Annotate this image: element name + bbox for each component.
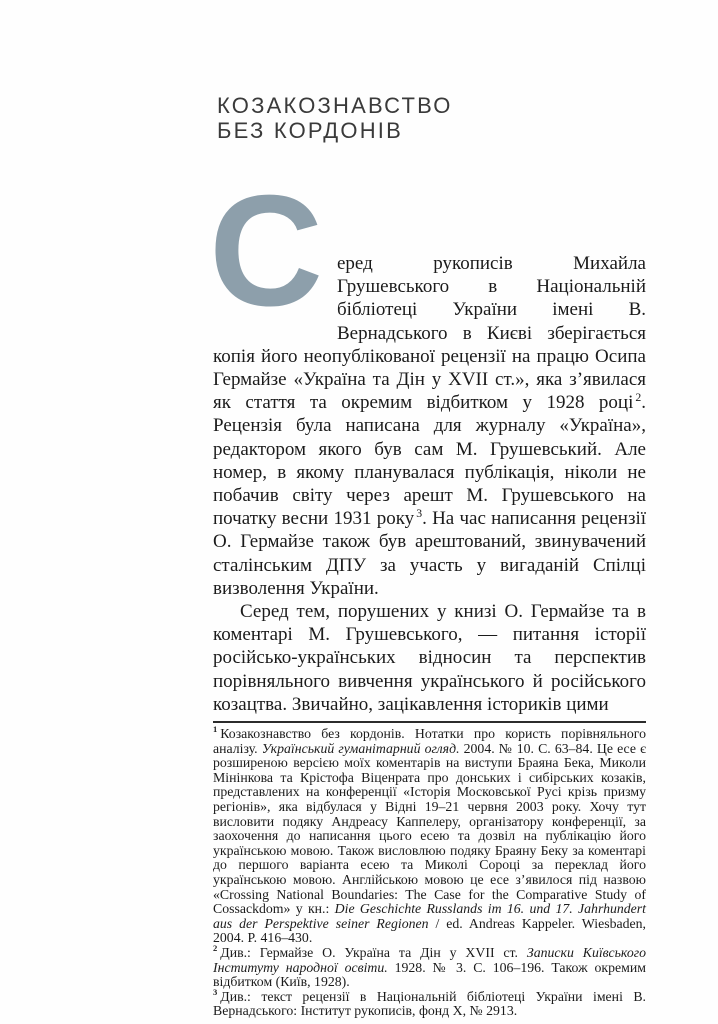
footnote-3-marker: 3 (213, 987, 218, 998)
paragraph-1 (209, 163, 647, 600)
footnote-2 (213, 943, 646, 990)
article-title (217, 93, 646, 143)
footnote-2-marker: 2 (213, 943, 218, 954)
footnote-1-marker: 1 (213, 724, 218, 735)
footnote-1 (213, 724, 646, 946)
drop-cap-letter: С (209, 163, 324, 339)
footnote-1-text: Козакознавство без кордонів. Нотатки про користь порівняльного аналізу. Український гуманітарний огляд. 2004. № 10. С. 63–84. Це есе є розширеною версією моїх коментарів на виступи Браяна Бека, Миколи Мінінкова та Крістофа Віценрата про донських і сибірських козаків, представлених на конференції «Історія Московської Русі крізь призму регіонів», яка відбулася у Відні 19–21 червня 2003 року. Хочу тут висловити подяку Андреасу Каппелеру, організатору конференції, за заохочення до написання цього есею та дозвіл на публікацію його українською мовою. Також висловлюю подяку Браяну Беку за коментарі до першого варіанта есею та Миколі Сороці за переклад його українською мовою. Англійською мовою це есе з’явилося під назвою «Crossing National Boundaries: The Case for the Comparative Study of Cossackdom» у кн.: Die Geschichte Russlands im 16. und 17. Jahrhundert aus der Perspektive seiner Regionen / ed. Andreas Kappeler. Wiesbaden, 2004. P. 416–430. (213, 726, 646, 946)
paragraph-2 (213, 600, 646, 716)
footnote-3-text: Див.: текст рецензії в Національній бібліотеці України імені В. Вернадського: Інститут рукописів, фонд X, № 2913. (213, 988, 646, 1019)
article-body (209, 163, 647, 716)
paragraph-2-text: Серед тем, порушених у книзі О. Гермайзе та в коментарі М. Грушевського, — питання історії російсько-українських відносин та перспектив порівняльного вивчення українського й російського козацтва. Звичайно, зацікавлення істориків цими (213, 601, 646, 715)
footnote-2-text: Див.: Гермайзе О. Україна та Дін у XVII ст. Записки Київського Інституту народної освіти. 1928. № 3. С. 106–196. Також окремим відбитком (Київ, 1928). (213, 944, 646, 990)
footnote-separator (213, 721, 646, 723)
article-title-line-1: КОЗАКОЗНАВСТВО (217, 93, 453, 118)
page-content (209, 0, 647, 1019)
footnote-3 (213, 987, 646, 1019)
paragraph-1-text: еред рукописів Михайла Грушевського в Національній бібліотеці України імені В. Вернадського в Києві зберігається копія його неопублікованої рецензії на працю Осипа Гермайзе «Україна та Дін у XVII ст.», яка з’явилася як стаття та окремим відбитком у 1928 році $^2$. Рецензія була написана для журналу «Україна», редактором якого був сам М. Грушевський. Але номер, в якому планувалася публікація, ніколи не побачив світу через арешт М. Грушевського на початку весни 1931 року $^3$. На час написання рецензії О. Гермайзе також був арештований, звинувачений сталінським ДПУ за участь у вигаданій Спілці визволення України. (213, 253, 647, 599)
article-title-line-2: БЕЗ КОРДОНІВ (217, 118, 403, 143)
footnotes-section (213, 724, 646, 1019)
